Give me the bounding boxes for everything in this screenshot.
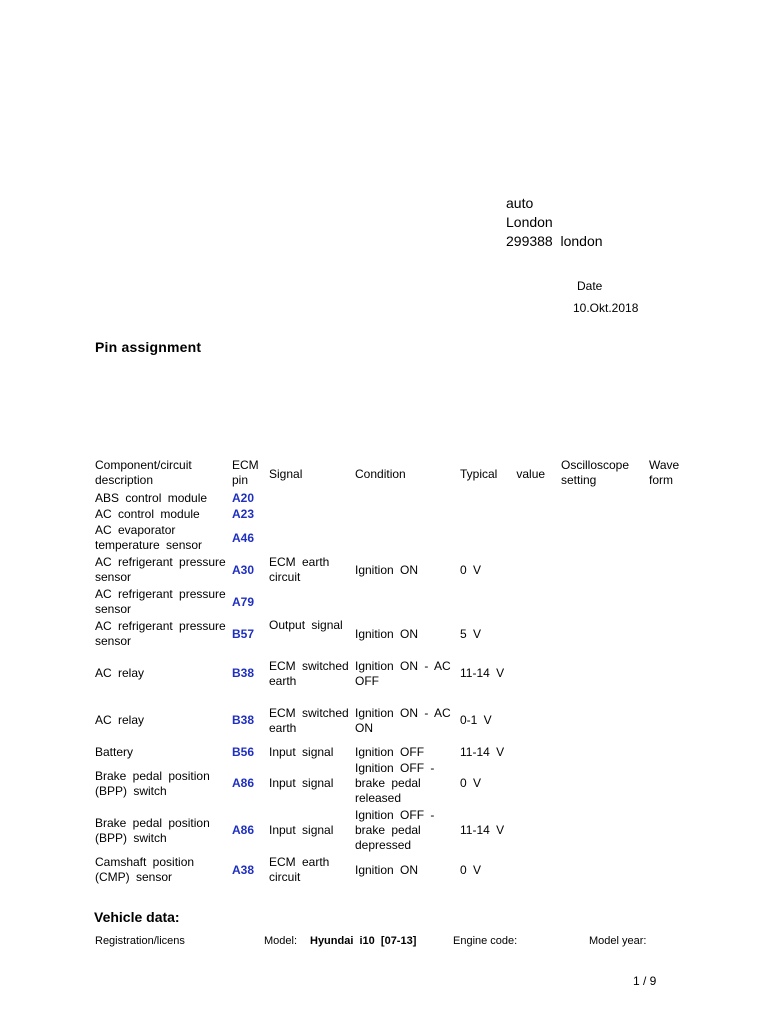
address-line-3: 299388 london xyxy=(506,233,603,249)
ecm-pin-cell: B38 xyxy=(232,713,255,727)
signal-cell: Input signal xyxy=(269,823,334,837)
table-row xyxy=(93,744,701,760)
model-year-label: Model year: xyxy=(589,935,647,947)
table-row xyxy=(93,554,701,586)
waveform-cell xyxy=(647,650,701,697)
table-row xyxy=(93,650,701,697)
ecm-pin-cell: A23 xyxy=(232,506,255,521)
table-row xyxy=(93,618,701,650)
oscilloscope-cell xyxy=(559,618,647,650)
engine-code-label: Engine code: xyxy=(453,935,518,947)
ecm-pin-cell: A30 xyxy=(232,562,255,577)
model-label: Model: xyxy=(264,935,298,947)
signal-cell xyxy=(267,490,353,506)
ecm-pin-cell: A20 xyxy=(232,490,255,505)
signal-cell: Input signal xyxy=(269,744,334,759)
ecm-pin-cell: B57 xyxy=(232,626,255,641)
date-label: Date xyxy=(577,279,603,293)
waveform-cell xyxy=(647,697,701,744)
oscilloscope-cell xyxy=(559,697,647,744)
ecm-pin-cell: B38 xyxy=(232,666,255,680)
vehicle-data-title: Vehicle data: xyxy=(94,909,180,925)
table-row xyxy=(93,522,701,554)
condition-cell: Ignition ON - AC ON xyxy=(355,705,451,735)
oscilloscope-cell xyxy=(559,744,647,760)
ecm-pin-cell: A46 xyxy=(232,530,255,545)
oscilloscope-cell xyxy=(559,554,647,586)
signal-cell xyxy=(267,506,353,522)
waveform-cell xyxy=(647,744,701,760)
header-cell: Wave form xyxy=(649,458,680,487)
signal-cell xyxy=(267,522,353,554)
pin-assignment-table xyxy=(93,458,701,886)
value-cell: 0 V xyxy=(460,862,482,877)
ecm-pin-cell: A86 xyxy=(232,776,255,790)
table-row xyxy=(93,807,701,854)
address-line-1: auto xyxy=(506,195,534,211)
component-cell: AC refrigerant pressure sensor xyxy=(95,555,226,584)
component-cell: AC evaporator temperature sensor xyxy=(95,523,203,552)
ecm-pin-cell: A38 xyxy=(232,862,255,877)
condition-cell xyxy=(353,490,458,506)
condition-cell: Ignition ON xyxy=(355,626,419,641)
component-cell: AC control module xyxy=(95,506,200,521)
signal-cell: Input signal xyxy=(269,776,334,790)
address-block xyxy=(506,194,603,251)
condition-cell xyxy=(353,506,458,522)
value-cell: 11-14 V xyxy=(460,823,505,837)
condition-cell: Ignition ON xyxy=(355,862,419,877)
waveform-cell xyxy=(647,522,701,554)
condition-cell xyxy=(353,522,458,554)
value-cell xyxy=(458,506,559,522)
waveform-cell xyxy=(647,506,701,522)
table-row xyxy=(93,586,701,618)
condition-cell: Ignition OFF - brake pedal depressed xyxy=(355,808,435,852)
table-row xyxy=(93,697,701,744)
value-cell: 11-14 V xyxy=(460,666,505,680)
value-cell xyxy=(458,490,559,506)
waveform-cell xyxy=(647,854,701,886)
table-header-row xyxy=(93,458,701,490)
oscilloscope-cell xyxy=(559,506,647,522)
oscilloscope-cell xyxy=(559,490,647,506)
waveform-cell xyxy=(647,586,701,618)
condition-cell xyxy=(353,586,458,618)
address-line-2: London xyxy=(506,214,553,230)
header-cell: Component/circuit description xyxy=(95,458,192,487)
component-cell: Brake pedal position (BPP) switch xyxy=(95,768,210,798)
signal-cell: ECM earth circuit xyxy=(269,855,330,884)
value-cell: 0 V xyxy=(460,776,482,790)
component-cell: Battery xyxy=(95,744,134,759)
signal-cell xyxy=(267,586,353,618)
waveform-cell xyxy=(647,618,701,650)
oscilloscope-cell xyxy=(559,760,647,807)
component-cell: ABS control module xyxy=(95,490,208,505)
header-cell: Signal xyxy=(269,466,303,481)
header-cell: ECM pin xyxy=(232,458,259,487)
value-cell: 0-1 V xyxy=(460,713,492,727)
header-cell: Condition xyxy=(355,466,406,481)
table-row xyxy=(93,854,701,886)
waveform-cell xyxy=(647,490,701,506)
waveform-cell xyxy=(647,554,701,586)
signal-cell: ECM earth circuit xyxy=(269,555,330,584)
header-cell: Typical value xyxy=(460,466,546,481)
ecm-pin-cell: A79 xyxy=(232,594,255,609)
registration-label: Registration/licens xyxy=(95,935,185,947)
table-row xyxy=(93,490,701,506)
condition-cell: Ignition OFF - brake pedal released xyxy=(355,761,435,805)
section-title: Pin assignment xyxy=(95,339,202,355)
page-indicator: 1 / 9 xyxy=(633,974,657,988)
value-cell: 0 V xyxy=(460,562,482,577)
value-cell: 5 V xyxy=(460,626,482,641)
oscilloscope-cell xyxy=(559,650,647,697)
value-cell: 11-14 V xyxy=(460,744,505,759)
component-cell: Camshaft position (CMP) sensor xyxy=(95,855,195,884)
value-cell xyxy=(458,586,559,618)
component-cell: AC relay xyxy=(95,666,145,680)
model-value: Hyundai i10 [07-13] xyxy=(310,935,417,947)
ecm-pin-cell: B56 xyxy=(232,744,255,759)
signal-cell: ECM switched earth xyxy=(269,705,349,735)
condition-cell: Ignition ON - AC OFF xyxy=(355,658,451,688)
table-row xyxy=(93,760,701,807)
oscilloscope-cell xyxy=(559,854,647,886)
value-cell xyxy=(458,522,559,554)
component-cell: AC refrigerant pressure sensor xyxy=(95,619,226,648)
component-cell: AC relay xyxy=(95,713,145,727)
table-row xyxy=(93,506,701,522)
waveform-cell xyxy=(647,760,701,807)
component-cell: Brake pedal position (BPP) switch xyxy=(95,815,210,845)
signal-cell: Output signal xyxy=(269,618,343,632)
component-cell: AC refrigerant pressure sensor xyxy=(95,587,226,616)
oscilloscope-cell xyxy=(559,522,647,554)
ecm-pin-cell: A86 xyxy=(232,823,255,837)
oscilloscope-cell xyxy=(559,586,647,618)
condition-cell: Ignition ON xyxy=(355,562,419,577)
condition-cell: Ignition OFF xyxy=(355,744,425,759)
date-value: 10.Okt.2018 xyxy=(573,301,639,315)
oscilloscope-cell xyxy=(559,807,647,854)
waveform-cell xyxy=(647,807,701,854)
signal-cell: ECM switched earth xyxy=(269,658,349,688)
header-cell: Oscilloscope setting xyxy=(561,458,630,487)
